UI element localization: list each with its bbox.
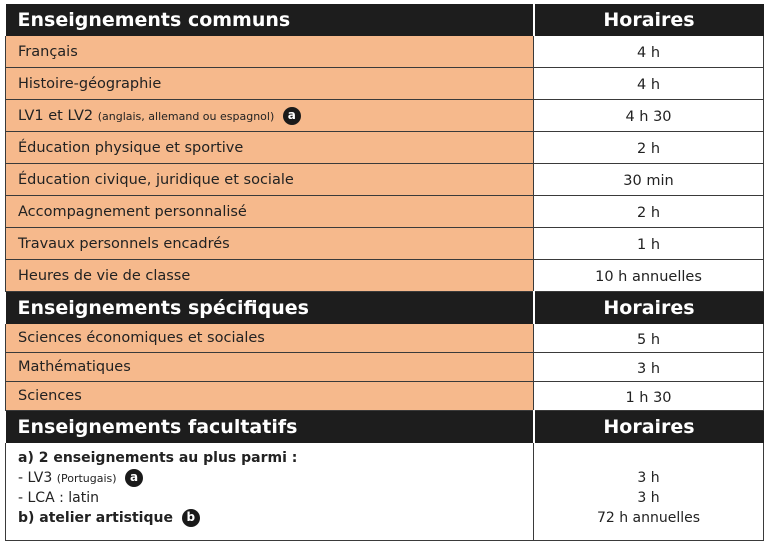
section-header-specifiques bbox=[6, 292, 764, 325]
optional-subjects-cell bbox=[6, 443, 534, 541]
section-title: Enseignements communs bbox=[6, 4, 534, 36]
hours-cell: 4 h bbox=[534, 36, 764, 68]
subject-cell: Éducation physique et sportive bbox=[6, 132, 534, 164]
subject-cell: Sciences économiques et sociales bbox=[6, 324, 534, 353]
table-row bbox=[6, 68, 764, 100]
hours-cell: 2 h bbox=[534, 196, 764, 228]
footnote-a-icon: a bbox=[283, 107, 301, 125]
subject-cell bbox=[6, 100, 534, 132]
option-lv3 bbox=[18, 468, 533, 488]
table-row bbox=[6, 132, 764, 164]
subject-cell: Histoire-géographie bbox=[6, 68, 534, 100]
hours-spacer bbox=[534, 448, 763, 468]
hours-cell: 30 min bbox=[534, 164, 764, 196]
footnote-a-icon: a bbox=[125, 469, 143, 487]
hours-value: 72 h annuelles bbox=[596, 510, 701, 526]
footnote-b-icon: b bbox=[182, 509, 200, 527]
table-row bbox=[6, 260, 764, 292]
hours-cell: 4 h bbox=[534, 68, 764, 100]
subject-label: LV1 et LV2 bbox=[18, 107, 94, 124]
subject-cell: Accompagnement personnalisé bbox=[6, 196, 534, 228]
section-header-communs bbox=[6, 4, 764, 36]
section-title: Enseignements spécifiques bbox=[6, 292, 534, 325]
hours-header: Horaires bbox=[534, 4, 764, 36]
hours-cell: 1 h bbox=[534, 228, 764, 260]
subject-cell: Sciences bbox=[6, 382, 534, 411]
subject-cell: Éducation civique, juridique et sociale bbox=[6, 164, 534, 196]
table-row bbox=[6, 353, 764, 382]
subject-note: (anglais, allemand ou espagnol) bbox=[97, 109, 275, 123]
table-row bbox=[6, 164, 764, 196]
schedule-table bbox=[5, 4, 764, 541]
hours-cell: 5 h bbox=[534, 324, 764, 353]
hours-cell: 1 h 30 bbox=[534, 382, 764, 411]
hours-value: 3 h bbox=[637, 490, 660, 506]
option-label: - LV3 bbox=[18, 470, 53, 486]
option-note: (Portugais) bbox=[56, 472, 117, 485]
timetable bbox=[5, 4, 763, 526]
option-lca: - LCA : latin bbox=[18, 490, 99, 506]
optional-block bbox=[6, 443, 764, 541]
subject-cell: Mathématiques bbox=[6, 353, 534, 382]
option-label: b) atelier artistique bbox=[18, 510, 173, 526]
table-row bbox=[6, 382, 764, 411]
section-title: Enseignements facultatifs bbox=[6, 411, 534, 444]
table-row bbox=[6, 196, 764, 228]
hours-value: 3 h bbox=[637, 470, 660, 486]
optional-intro: a) 2 enseignements au plus parmi : bbox=[18, 450, 298, 466]
subject-cell: Français bbox=[6, 36, 534, 68]
table-row bbox=[6, 228, 764, 260]
hours-cell: 4 h 30 bbox=[534, 100, 764, 132]
hours-header: Horaires bbox=[534, 411, 764, 444]
section-header-facultatifs bbox=[6, 411, 764, 444]
optional-hours-cell bbox=[534, 443, 764, 541]
hours-cell: 2 h bbox=[534, 132, 764, 164]
table-row bbox=[6, 36, 764, 68]
table-row bbox=[6, 100, 764, 132]
hours-cell: 10 h annuelles bbox=[534, 260, 764, 292]
hours-header: Horaires bbox=[534, 292, 764, 325]
table-row bbox=[6, 324, 764, 353]
subject-cell: Travaux personnels encadrés bbox=[6, 228, 534, 260]
subject-cell: Heures de vie de classe bbox=[6, 260, 534, 292]
hours-cell: 3 h bbox=[534, 353, 764, 382]
option-atelier bbox=[18, 508, 533, 528]
